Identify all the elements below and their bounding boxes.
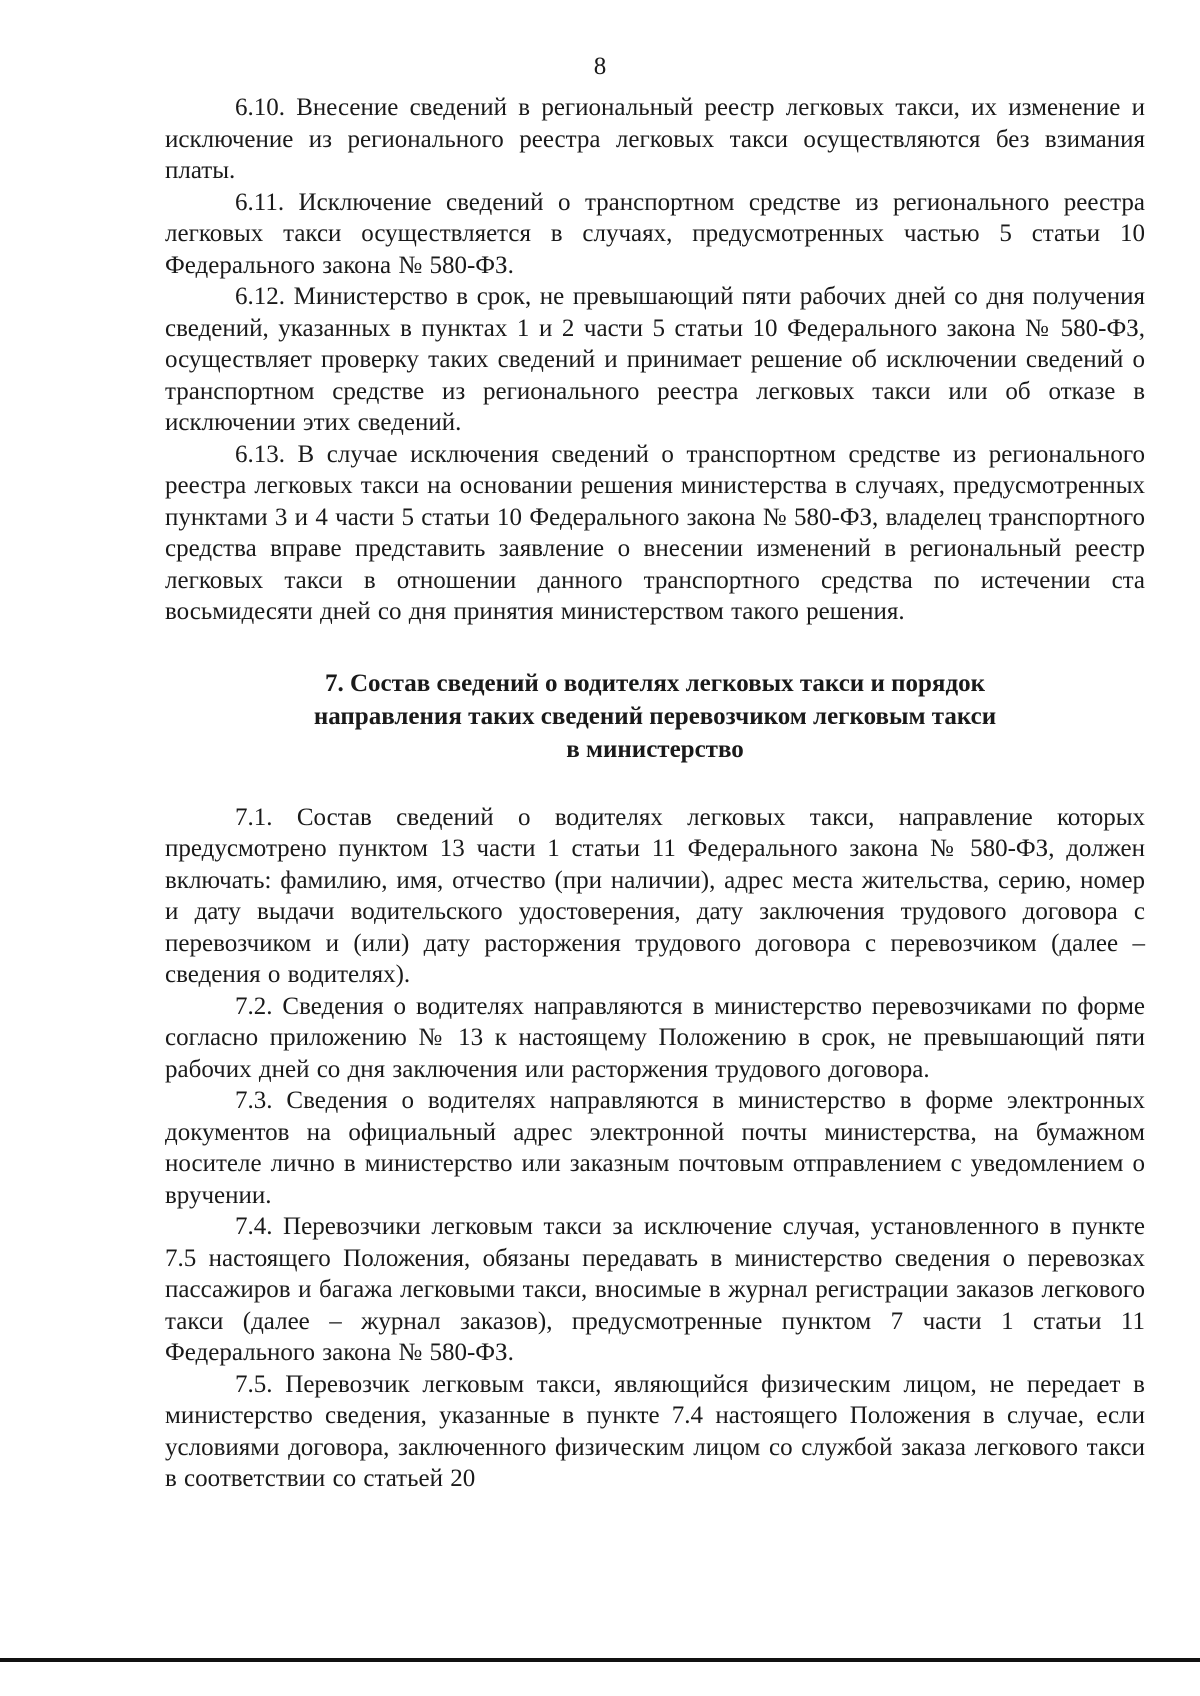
paragraph-7-4: 7.4. Перевозчики легковым такси за исключение случая, установленного в пункте 7.5 настоящего Положения, обязаны передавать в министерство сведения о перевозках пассажиров и багажа легковыми такси, вносимые в журнал регистрации заказов легкового такси (далее – журнал заказов), предусмотренные пунктом 7 части 1 статьи 11 Федерального закона № 580-ФЗ. — [165, 1213, 1145, 1366]
page-number: 8 — [593, 53, 607, 80]
paragraph-7-2: 7.2. Сведения о водителях направляются в министерство перевозчиками по форме согласно приложению № 13 к настоящему Положению в срок, не превышающий пяти рабочих дней со дня заключения или расторжения трудового договора. — [165, 992, 1145, 1083]
paragraph-6-12: 6.12. Министерство в срок, не превышающий пяти рабочих дней со дня получения сведений, указанных в пунктах 1 и 2 части 5 статьи 10 Федерального закона № 580-ФЗ, осуществляет проверку таких сведений и принимает решение об исключении сведений о транспортном средстве из регионального реестра легковых такси или об отказе в исключении этих сведений. — [165, 283, 1145, 436]
section-7-heading: 7. Состав сведений о водителях легковых такси и порядок направления таких сведений перевозчиком легковым такси в министерство — [313, 669, 997, 763]
paragraph-6-10: 6.10. Внесение сведений в региональный реестр легковых такси, их изменение и исключение из регионального реестра легковых такси осуществляются без взимания платы. — [165, 94, 1145, 184]
paragraph-6-11: 6.11. Исключение сведений о транспортном средстве из регионального реестра легковых такси осуществляется в случаях, предусмотренных частью 5 статьи 10 Федерального закона № 580-ФЗ. — [165, 188, 1145, 279]
bottom-divider — [0, 1658, 1200, 1662]
document-body — [165, 92, 1145, 1495]
paragraph-7-5: 7.5. Перевозчик легковым такси, являющийся физическим лицом, не передает в министерство сведения, указанные в пункте 7.4 настоящего Положения в случае, если условиями договора, заключенного физическим лицом со службой заказа легкового такси в соответствии со статьей 20 — [165, 1370, 1145, 1492]
paragraph-6-13: 6.13. В случае исключения сведений о транспортном средстве из регионального реестра легковых такси на основании решения министерства в случаях, предусмотренных пунктами 3 и 4 части 5 статьи 10 Федерального закона № 580-ФЗ, владелец транспортного средства вправе представить заявление о внесении изменений в региональный реестр легковых такси в отношении данного транспортного средства по истечении ста восьмидесяти дней со дня принятия министерством такого решения. — [165, 440, 1145, 625]
paragraph-7-3: 7.3. Сведения о водителях направляются в министерство в форме электронных документов на официальный адрес электронной почты министерства, на бумажном носителе лично в министерство или заказным почтовым отправлением с уведомлением о вручении. — [165, 1087, 1145, 1209]
paragraph-7-1: 7.1. Состав сведений о водителях легковых такси, направление которых предусмотрено пунктом 13 части 1 статьи 11 Федерального закона № 580-ФЗ, должен включать: фамилию, имя, отчество (при наличии), адрес места жительства, серию, номер и дату выдачи водительского удостоверения, дату заключения трудового договора с перевозчиком и (или) дату расторжения трудового договора с перевозчиком (далее – сведения о водителях). — [165, 803, 1145, 988]
